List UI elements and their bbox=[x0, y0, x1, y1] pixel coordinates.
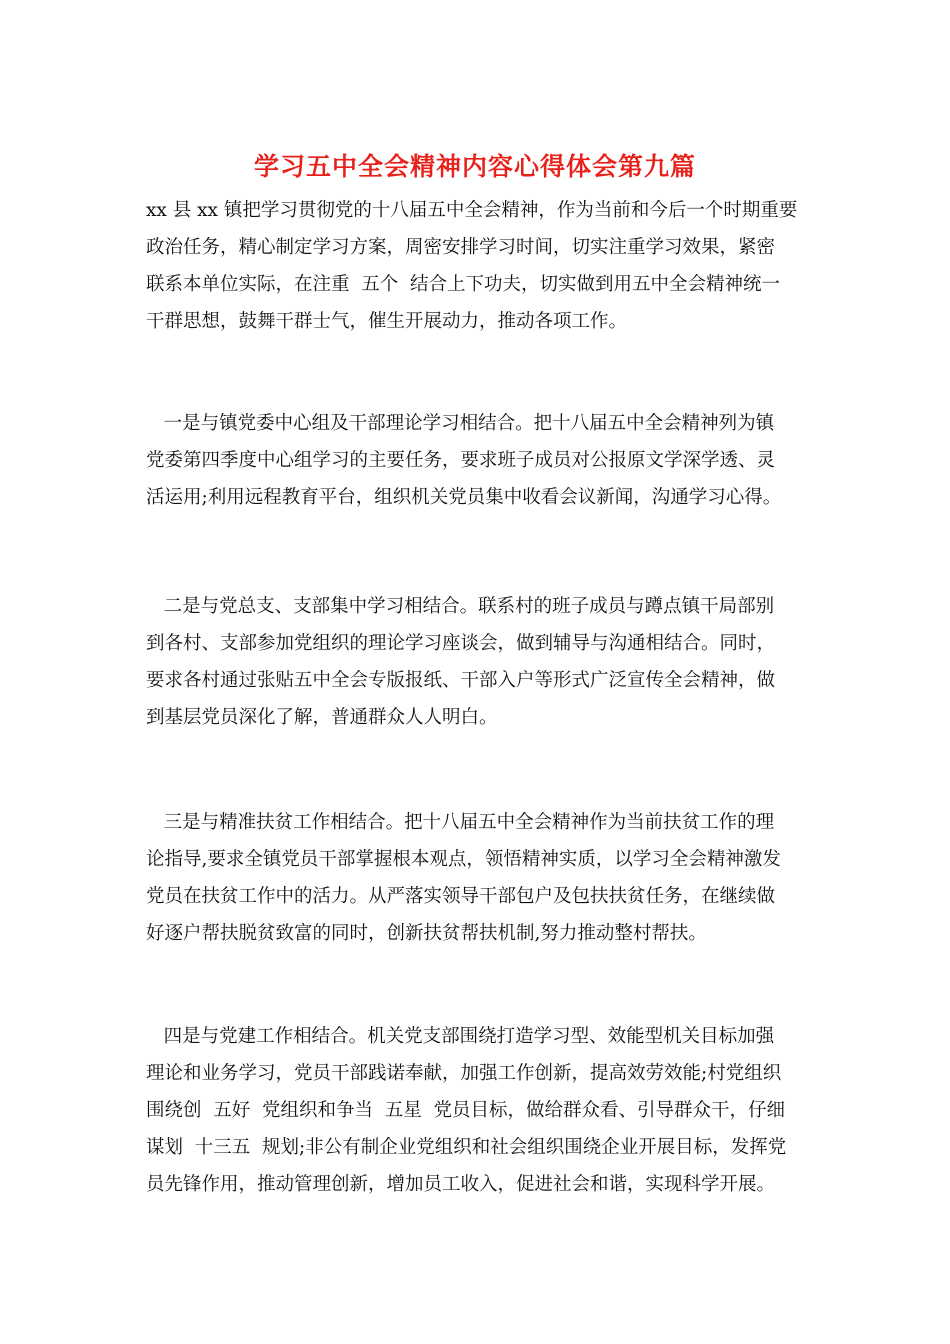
text-line: 好逐户帮扶脱贫致富的同时，创新扶贫帮扶机制,努力推动整村帮扶。 bbox=[146, 923, 707, 944]
paragraph-two bbox=[146, 588, 814, 736]
text-line: 谋划 十三五 规划;非公有制企业党组织和社会组织围绕企业开展目标，发挥党 bbox=[146, 1137, 787, 1158]
text-line: 政治任务，精心制定学习方案，周密安排学习时间，切实注重学习效果，紧密 bbox=[146, 237, 776, 258]
text-line: 联系本单位实际，在注重 五个 结合上下功夫，切实做到用五中全会精神统一 bbox=[146, 274, 781, 295]
paragraph-three bbox=[146, 804, 814, 952]
text-line: 员先锋作用，推动管理创新，增加员工收入，促进社会和谐，实现科学开展。 bbox=[146, 1174, 776, 1195]
text-line: 干群思想，鼓舞干群士气，催生开展动力，推动各项工作。 bbox=[146, 311, 628, 332]
text-line: 四是与党建工作相结合。机关党支部围绕打造学习型、效能型机关目标加强 bbox=[146, 1026, 775, 1047]
text-line: 党委第四季度中心组学习的主要任务，要求班子成员对公报原文学深学透、灵 bbox=[146, 450, 776, 471]
text-line: 二是与党总支、支部集中学习相结合。联系村的班子成员与蹲点镇干局部别 bbox=[146, 596, 775, 617]
text-line: 论指导,要求全镇党员干部掌握根本观点，领悟精神实质，以学习全会精神激发 bbox=[146, 849, 781, 870]
text-line: 党员在扶贫工作中的活力。从严落实领导干部包户及包扶扶贫任务，在继续做 bbox=[146, 886, 776, 907]
text-line: 到各村、支部参加党组织的理论学习座谈会，做到辅导与沟通相结合。同时， bbox=[146, 633, 776, 654]
text-line: 一是与镇党委中心组及干部理论学习相结合。把十八届五中全会精神列为镇 bbox=[146, 413, 775, 434]
text-line: 要求各村通过张贴五中全会专版报纸、干部入户等形式广泛宣传全会精神，做 bbox=[146, 670, 776, 691]
paragraph-one bbox=[146, 405, 814, 516]
text-line: 围绕创 五好 党组织和争当 五星 党员目标，做给群众看、引导群众干，仔细 bbox=[146, 1100, 786, 1121]
text-line: 三是与精准扶贫工作相结合。把十八届五中全会精神作为当前扶贫工作的理 bbox=[146, 812, 775, 833]
paragraph-four bbox=[146, 1018, 814, 1203]
text-line: 活运用;利用远程教育平台，组织机关党员集中收看会议新闻，沟通学习心得。 bbox=[146, 487, 782, 508]
text-line: 理论和业务学习，党员干部践诺奉献，加强工作创新，提高效劳效能;村党组织 bbox=[146, 1063, 782, 1084]
text-line: xx 县 xx 镇把学习贯彻党的十八届五中全会精神，作为当前和今后一个时期重要 bbox=[146, 200, 798, 221]
document-title: 学习五中全会精神内容心得体会第九篇 bbox=[253, 152, 696, 181]
text-line: 到基层党员深化了解，普通群众人人明白。 bbox=[146, 707, 498, 728]
paragraph-intro bbox=[146, 192, 814, 340]
